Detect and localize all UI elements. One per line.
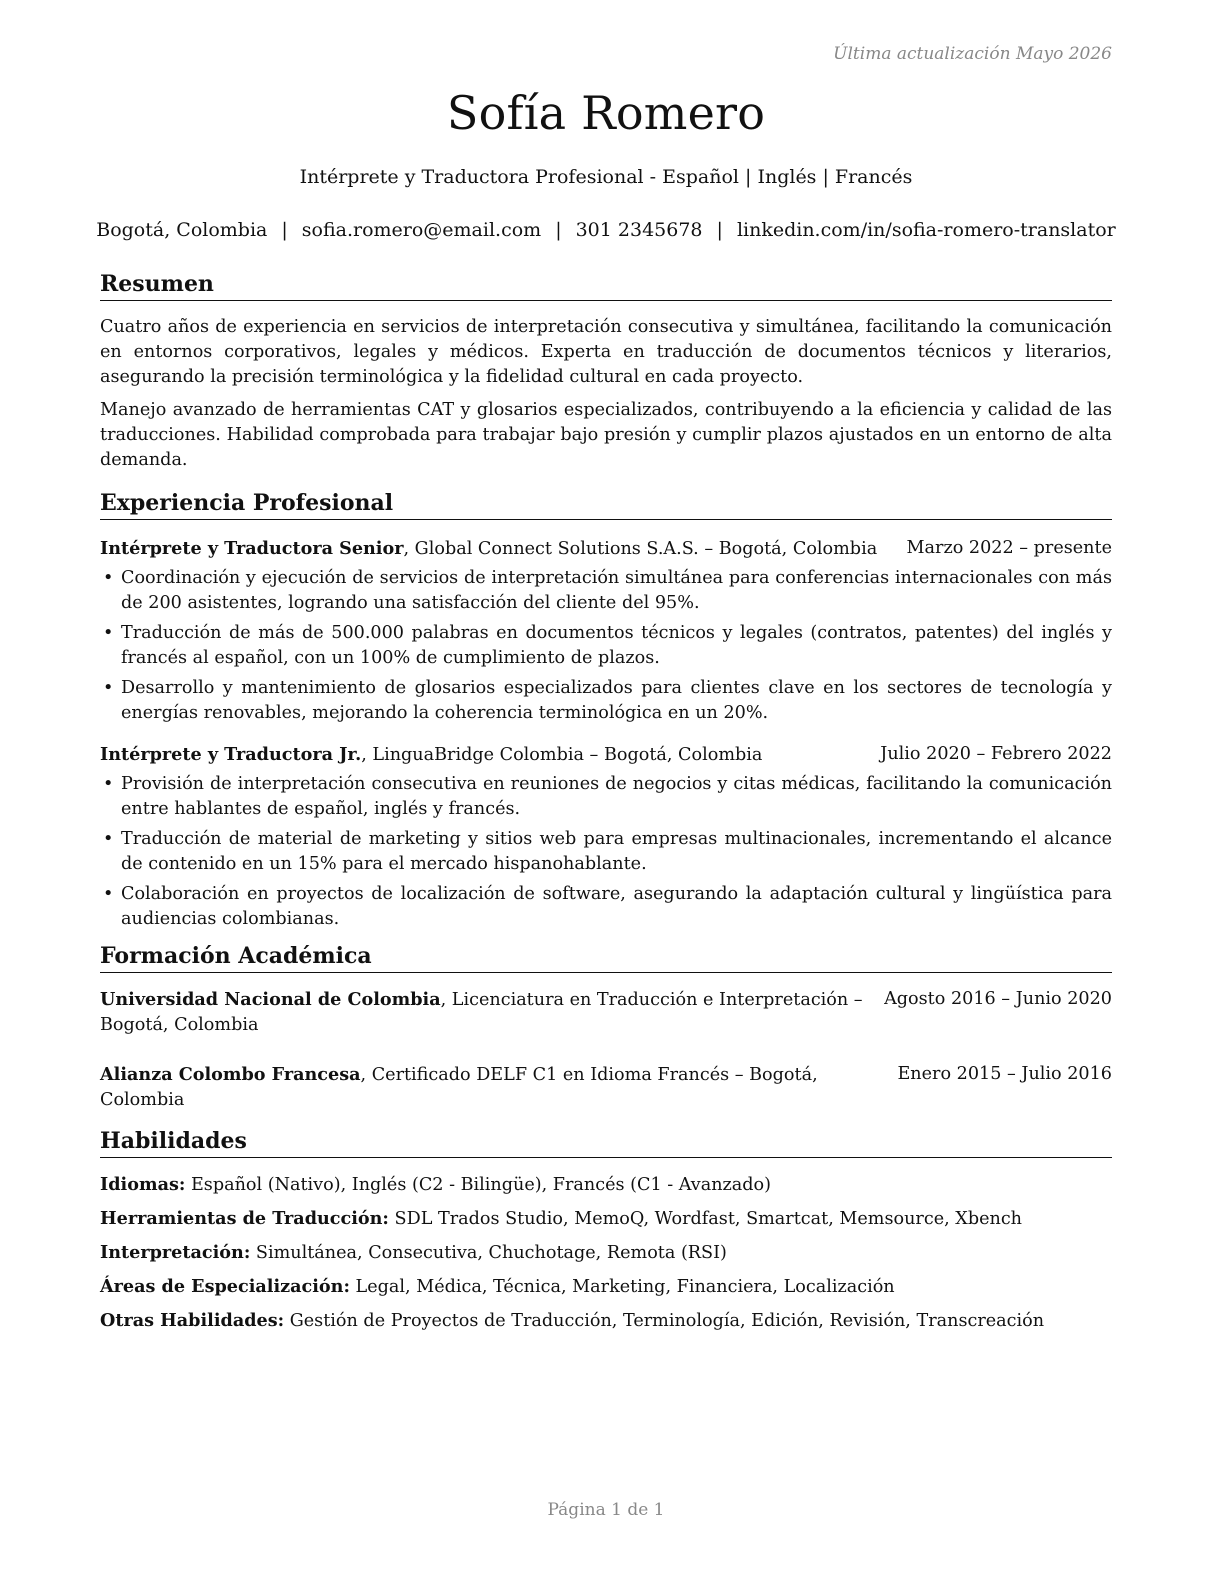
skill-value: Legal, Médica, Técnica, Marketing, Financiera, Localización (349, 1277, 895, 1297)
bullet-dot: • (103, 568, 114, 588)
job-header (100, 742, 1112, 768)
contact-email[interactable]: sofia.romero@email.com (301, 219, 542, 241)
job-company: , Global Connect Solutions S.A.S. – Bogotá, Colombia (403, 539, 878, 559)
candidate-subtitle: Intérprete y Traductora Profesional - Español | Inglés | Francés (299, 166, 913, 188)
section-summary (100, 270, 1112, 473)
job-company: , LinguaBridge Colombia – Bogotá, Colombia (361, 745, 763, 765)
skill-row (100, 1240, 1112, 1266)
section-title-experience: Experiencia Profesional (100, 489, 1112, 520)
candidate-name: Sofía Romero (446, 86, 766, 140)
skill-label: Interpretación: (100, 1242, 251, 1263)
summary-paragraph: Manejo avanzado de herramientas CAT y glosarios especializados, contribuyendo a la eficiencia y calidad de las traducciones. Habilidad comprobada para trabajar bajo presión y cumplir plazos ajustados en un entorno de alta demanda. (100, 400, 1112, 470)
job-dates: Marzo 2022 – presente (906, 538, 1112, 558)
skill-label: Otras Habilidades: (100, 1310, 285, 1331)
education-entry (100, 987, 1112, 1038)
job-entry (100, 536, 1112, 726)
contact-separator: | (555, 219, 562, 241)
job-role: Intérprete y Traductora Senior (100, 538, 404, 559)
bullet-dot: • (103, 884, 114, 904)
education-institution: Alianza Colombo Francesa (100, 1064, 361, 1085)
contact-linkedin[interactable]: linkedin.com/in/sofia-romero-translator (736, 219, 1116, 241)
section-experience (100, 489, 1112, 932)
job-header (100, 536, 1112, 562)
contact-location: Bogotá, Colombia (96, 219, 268, 241)
job-bullets (100, 566, 1112, 726)
job-entry (100, 742, 1112, 932)
job-bullet: • Colaboración en proyectos de localización de software, asegurando la adaptación cultural y lingüística para audiencias colombianas. (103, 884, 1112, 929)
skill-row (100, 1308, 1112, 1334)
bullet-dot: • (103, 774, 114, 794)
skill-value: Simultánea, Consecutiva, Chuchotage, Remota (RSI) (250, 1243, 727, 1263)
bullet-dot: • (103, 678, 114, 698)
skill-row (100, 1206, 1112, 1232)
job-bullets (100, 772, 1112, 932)
bullet-dot: • (103, 829, 114, 849)
job-role: Intérprete y Traductora Jr. (100, 744, 362, 765)
skill-label: Áreas de Especialización: (100, 1276, 350, 1297)
page-number: Página 1 de 1 (547, 1500, 665, 1520)
section-skills (100, 1127, 1112, 1334)
contact-phone: 301 2345678 (575, 219, 703, 241)
skill-value: Español (Nativo), Inglés (C2 - Bilingüe), Francés (C1 - Avanzado) (185, 1175, 772, 1195)
skill-label: Herramientas de Traducción: (100, 1208, 389, 1229)
skill-row (100, 1172, 1112, 1198)
section-title-skills: Habilidades (100, 1127, 1112, 1158)
job-bullet: • Coordinación y ejecución de servicios de interpretación simultánea para conferencias internacionales con más de 200 asistentes, logrando una satisfacción del cliente del 95%. (103, 568, 1112, 613)
education-institution: Universidad Nacional de Colombia (100, 989, 441, 1010)
resume-content (100, 270, 1112, 1334)
job-bullet: • Provisión de interpretación consecutiva en reuniones de negocios y citas médicas, facilitando la comunicación entre hablantes de español, inglés y francés. (103, 774, 1112, 819)
job-bullet: • Traducción de material de marketing y sitios web para empresas multinacionales, incrementando el alcance de contenido en un 15% para el mercado hispanohablante. (103, 829, 1112, 874)
summary-paragraph: Cuatro años de experiencia en servicios de interpretación consecutiva y simultánea, facilitando la comunicación en entornos corporativos, legales y médicos. Experta en traducción de documentos técnicos y literarios, asegurando la precisión terminológica y la fidelidad cultural en cada proyecto. (100, 317, 1112, 387)
section-title-education: Formación Académica (100, 942, 1112, 973)
education-dates: Agosto 2016 – Junio 2020 (884, 989, 1112, 1009)
skill-row (100, 1274, 1112, 1300)
job-bullet: • Traducción de más de 500.000 palabras en documentos técnicos y legales (contratos, patentes) del inglés y francés al español, con un 100% de cumplimiento de plazos. (103, 623, 1112, 668)
section-title-summary: Resumen (100, 270, 1112, 301)
contact-separator: | (281, 219, 288, 241)
job-dates: Julio 2020 – Febrero 2022 (880, 744, 1112, 764)
contact-line (0, 219, 1212, 241)
education-detail: , Licenciatura en Traducción e Interpretación – Bogotá, Colombia (100, 990, 863, 1035)
bullet-dot: • (103, 623, 114, 643)
education-dates: Enero 2015 – Julio 2016 (897, 1064, 1112, 1084)
education-entry (100, 1062, 1112, 1113)
skill-value: Gestión de Proyectos de Traducción, Terminología, Edición, Revisión, Transcreación (284, 1311, 1045, 1331)
section-education (100, 942, 1112, 1113)
contact-separator: | (716, 219, 723, 241)
skill-label: Idiomas: (100, 1174, 186, 1195)
education-detail: , Certificado DELF C1 en Idioma Francés – Bogotá, Colombia (100, 1065, 818, 1110)
job-bullet: • Desarrollo y mantenimiento de glosarios especializados para clientes clave en los sectores de tecnología y energías renovables, mejorando la coherencia terminológica en un 20%. (103, 678, 1112, 723)
skill-value: SDL Trados Studio, MemoQ, Wordfast, Smartcat, Memsource, Xbench (388, 1209, 1023, 1229)
last-updated: Última actualización Mayo 2026 (833, 44, 1112, 64)
